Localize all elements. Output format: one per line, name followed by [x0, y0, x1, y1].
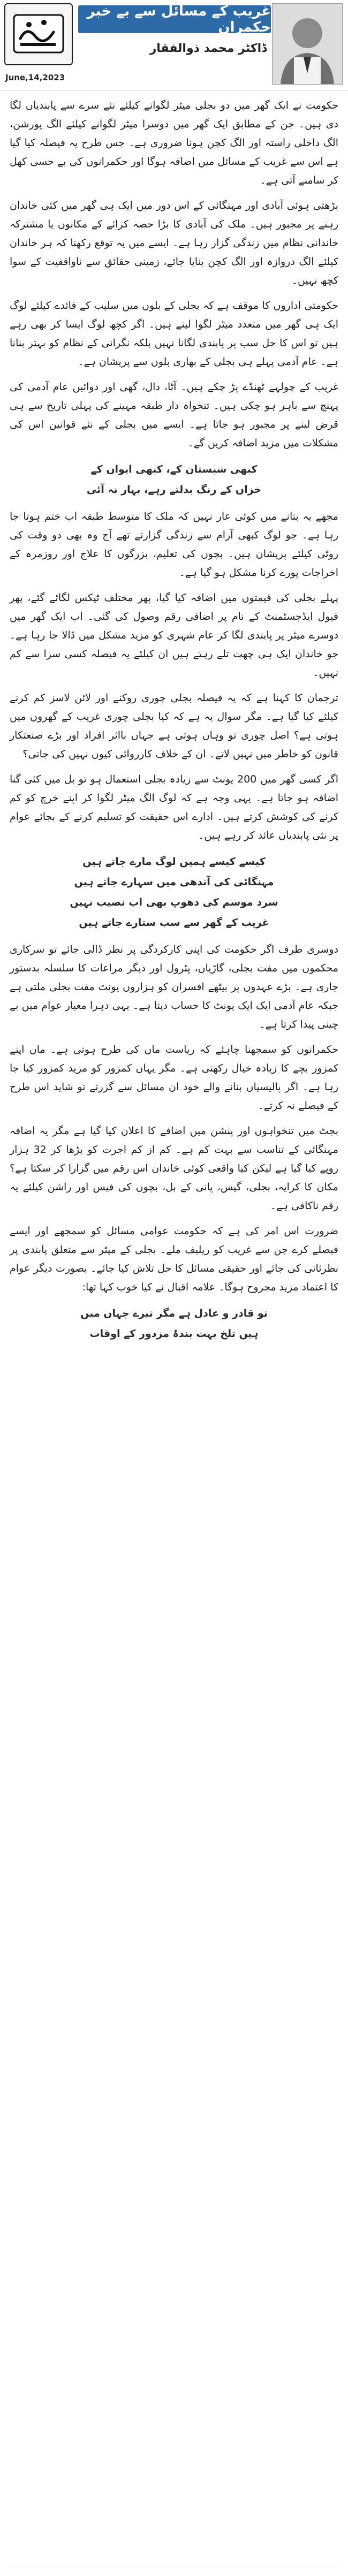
- verse-line: سرد موسم کی دھوپ بھی اب نصیب نہیں: [70, 896, 278, 908]
- paragraph: بجٹ میں تنخواہوں اور پنشن میں اضافے کا اعلان کیا گیا ہے مگر یہ اضافہ مہنگائی کے تناسب سے بہت کم ہے۔ کم از کم اجرت کو بڑھا کر 32 ہزار روپے کیا گیا ہے لیکن کیا واقعی کوئی خاندان اس رقم میں گزارا کر سکتا ہے؟ مکان کا کرایہ، بجلی، گیس، پانی کے بل، بچوں کی فیس اور راشن کیلئے یہ رقم ناکافی ہے۔: [10, 1125, 338, 1212]
- author-photo: [272, 3, 343, 85]
- verse-line: مہنگائی کی آندھی میں سہارے جاتے ہیں: [74, 876, 274, 888]
- verse-line: تو قادر و عادل ہے مگر تیرے جہاں میں: [80, 1308, 268, 1319]
- verse-line: ہیں تلخ بہت بندۂ مزدور کے اوقات: [89, 1328, 259, 1340]
- paragraph: بڑھتی ہوئی آبادی اور مہنگائی کے اس دور میں ایک ہی گھر میں کئی خاندان رہنے پر مجبور ہیں۔ ملک کی آبادی کا بڑا حصہ کرائے کے مکانوں یا مشترکہ خاندانی نظام میں زندگی گزار رہا ہے۔ ایسے میں یہ توقع رکھنا کہ ہر خاندان کیلئے الگ دروازہ اور الگ کچن بنایا جائے، زمینی حقائق سے ناواقفیت کے سوا کچھ نہیں۔: [10, 200, 338, 286]
- paragraph: پہلے بجلی کی قیمتوں میں اضافہ کیا گیا، پھر مختلف ٹیکس لگائے گئے، پھر فیول ایڈجسٹمنٹ کے نام پر اضافی رقم وصول کی گئی۔ اب ایک گھر میں دوسرے میٹر پر پابندی لگا کر عام شہری کو مزید مشکل میں ڈالا جا رہا ہے۔ جو خاندان ایک ہی چھت تلے رہتے ہیں ان کیلئے یہ فیصلہ کسی سزا سے کم نہیں۔: [10, 592, 338, 679]
- verse-block: [10, 1303, 338, 1344]
- verse-block: [10, 852, 338, 933]
- verse-block: [10, 459, 338, 500]
- author-strip: [78, 37, 271, 59]
- column-body: [10, 96, 338, 1351]
- masthead: [0, 0, 348, 90]
- verse-line: خزاں کے رنگ بدلتے رہے، بہار نہ آئی: [86, 484, 262, 496]
- paragraph: غریب کے چولہے ٹھنڈے پڑ چکے ہیں۔ آٹا، دال، گھی اور دوائیں عام آدمی کی پہنچ سے باہر ہو چکی ہیں۔ تنخواہ دار طبقہ مہینے کی پہلی تاریخ سے ہی قرض لینے پر مجبور ہو جاتا ہے۔ ایسے میں بجلی کے نئے قوانین اس کی مشکلات میں مزید اضافہ کریں گے۔: [10, 381, 338, 449]
- paragraph: ترجمان کا کہنا ہے کہ یہ فیصلہ بجلی چوری روکنے اور لائن لاسز کم کرنے کیلئے کیا گیا ہے۔ مگر سوال یہ ہے کہ کیا بجلی چوری غریب کے گھروں میں ہوتی ہے؟ اصل چوری تو وہاں ہوتی ہے جہاں بااثر افراد اور بڑے صنعتکار قانون کو خاطر میں نہیں لاتے۔ ان کے خلاف کارروائی کیوں نہیں کی جاتی؟: [10, 692, 338, 760]
- column-title-bar: [78, 5, 271, 33]
- logo-icon: [11, 10, 66, 59]
- paragraph: اگر کسی گھر میں 200 یونٹ سے زیادہ بجلی استعمال ہو تو بل میں کئی گنا اضافہ ہو جاتا ہے۔ یہی وجہ ہے کہ لوگ الگ میٹر لگوا کر اپنے خرچ کو کم کرنے کی کوشش کرتے ہیں۔ ادارے اس حقیقت کو تسلیم کرنے کے بجائے عوام پر نئی پابندیاں عائد کر رہے ہیں۔: [10, 773, 338, 841]
- avatar-icon: [273, 4, 342, 84]
- paragraph: دوسری طرف اگر حکومت کی اپنی کارکردگی پر نظر ڈالی جائے تو سرکاری محکموں میں مفت بجلی، گاڑیاں، پٹرول اور دیگر مراعات کا سلسلہ بدستور جاری ہے۔ بڑے عہدوں پر بیٹھے افسران کو ہزاروں یونٹ مفت بجلی ملتی ہے جبکہ عام آدمی ایک ایک یونٹ کا حساب دیتا ہے۔ یہی دہرا معیار عوام میں بے چینی پیدا کرتا ہے۔: [10, 944, 338, 1030]
- author-name: ڈاکٹر محمد ذوالفقار: [149, 41, 267, 55]
- paragraph: ضرورت اس امر کی ہے کہ حکومت عوامی مسائل کو سمجھے اور ایسے فیصلے کرے جن سے غریب کو ریلیف ملے۔ بجلی کے میٹر سے متعلق پابندی پر نظرثانی کی جائے اور حقیقی مسائل کا حل تلاش کیا جائے۔ بصورت دیگر عوام کا اعتماد مزید مجروح ہوگا۔ علامہ اقبال نے کیا خوب کہا تھا:: [10, 1225, 338, 1293]
- verse-line: کبھی شبستان کے، کبھی ایوان کے: [90, 463, 258, 475]
- paragraph: حکومت نے ایک گھر میں دو بجلی میٹر لگوانے کیلئے نئے سرے سے پابندیاں لگا دی ہیں۔ جن کے مطابق ایک گھر میں دوسرا میٹر لگوانے کیلئے الگ پورشن، الگ داخلی راستہ اور الگ کچن ہونا ضروری ہے۔ جس طرح یہ فیصلہ کیا گیا ہے اس سے غریب کے مسائل میں اضافہ ہوگا اور حکمرانوں کی بے حسی کھل کر سامنے آتی ہے۔: [10, 100, 338, 186]
- column-title: غریب کے مسائل سے بے خبر حکمران: [87, 3, 271, 35]
- paragraph: حکومتی اداروں کا موقف ہے کہ بجلی کے بلوں میں سلیب کے فائدے کیلئے لوگ ایک ہی گھر میں متعدد میٹر لگوا لیتے ہیں۔ اگر کچھ لوگ ایسا کر بھی رہے ہیں تو اس کا حل سب پر پابندی لگانا نہیں بلکہ نگرانی کے نظام کو بہتر بنانا ہے۔ عام آدمی پہلے ہی بجلی کے بھاری بلوں سے پریشان ہے۔: [10, 300, 338, 368]
- publish-date: June,14,2023: [5, 73, 65, 82]
- verse-line: کیسے کیسے ہمیں لوگ مارے جاتے ہیں: [82, 856, 266, 868]
- newspaper-logo: [4, 3, 73, 65]
- paragraph: مجھے یہ بتانے میں کوئی عار نہیں کہ ملک کا متوسط طبقہ اب ختم ہوتا جا رہا ہے۔ جو لوگ کبھی آرام سے زندگی گزارتے تھے آج وہ بھی دو وقت کی روٹی کیلئے پریشان ہیں۔ بچوں کی تعلیم، بزرگوں کا علاج اور روزمرہ کے اخراجات پورے کرنا مشکل ہو گیا ہے۔: [10, 511, 338, 579]
- verse-line: غریب کے گھر سے سب ستارے جاتے ہیں: [79, 917, 269, 929]
- paragraph: حکمرانوں کو سمجھنا چاہئے کہ ریاست ماں کی طرح ہوتی ہے۔ ماں اپنے کمزور بچے کا زیادہ خیال رکھتی ہے۔ مگر یہاں کمزور کو مزید کمزور کیا جا رہا ہے۔ اگر پالیسیاں بنانے والے خود ان مسائل سے گزرتے تو شاید اس طرح کے فیصلے نہ کرتے۔: [10, 1044, 338, 1112]
- logo-block: [0, 0, 75, 80]
